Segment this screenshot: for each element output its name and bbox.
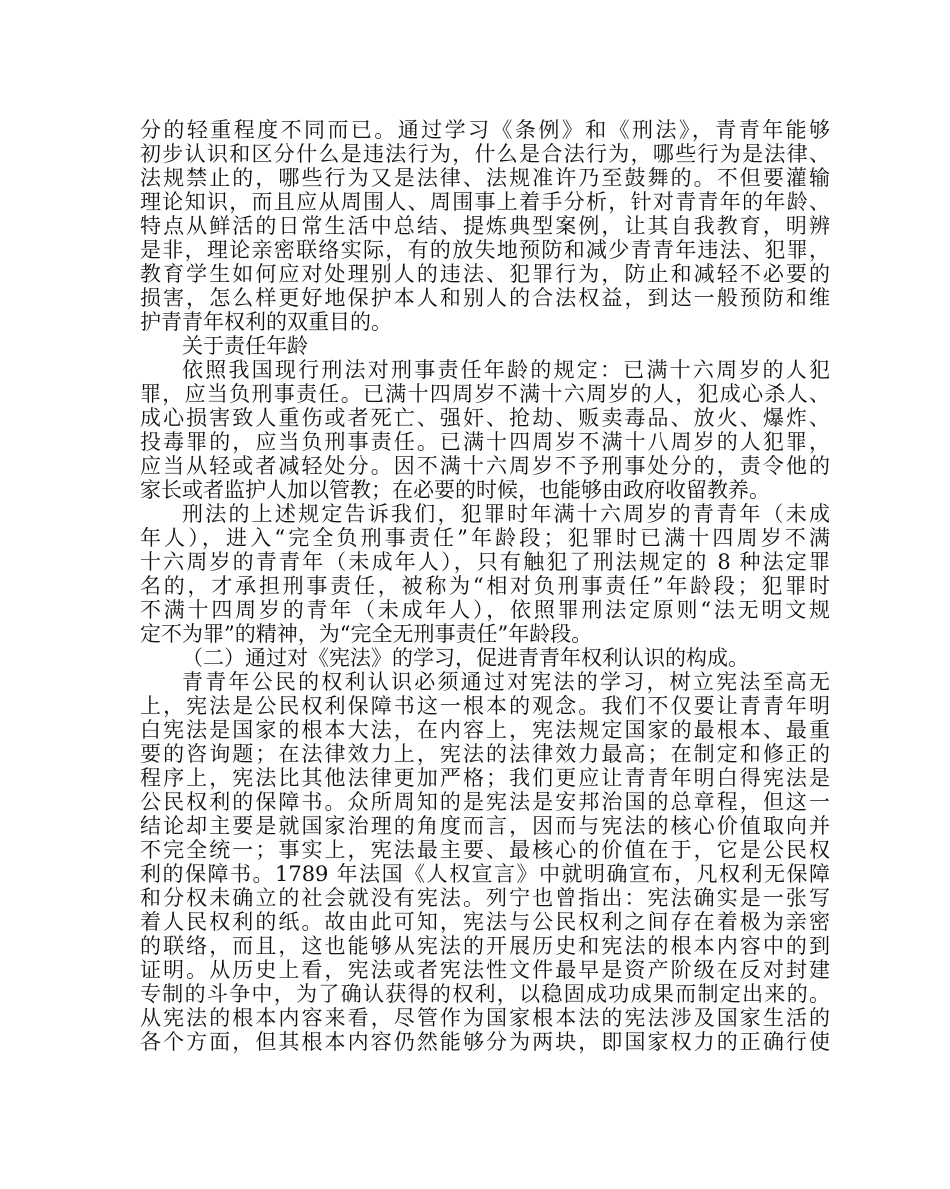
text-line: （二）通过对《宪法》的学习，促进青青年权利认识的构成。 xyxy=(182,646,749,670)
text-line: 和分权未确立的社会就没有宪法。列宁也曾指出：宪法确实是一张写 xyxy=(140,886,830,910)
text-line: 结论却主要是就国家治理的角度而言，因而与宪法的核心价值取向并 xyxy=(140,814,830,838)
text-line: 青青年公民的权利认识必须通过对宪法的学习，树立宪法至高无 xyxy=(182,670,830,694)
text-line: 利的保障书。1789 年法国《人权宣言》中就明确宣布，凡权利无保障 xyxy=(140,862,830,886)
text-line: 要的咨询题；在法律效力上，宪法的法律效力最高；在制定和修正的 xyxy=(140,742,830,766)
text-line: 初步认识和区分什么是违法行为，什么是合法行为，哪些行为是法律、 xyxy=(140,142,830,166)
text-line: 应当从轻或者减轻处分。因不满十六周岁不予刑事处分的，责令他的 xyxy=(140,454,830,478)
text-line: 罪，应当负刑事责任。已满十四周岁不满十六周岁的人，犯成心杀人、 xyxy=(140,382,830,406)
text-line: 依照我国现行刑法对刑事责任年龄的规定：已满十六周岁的人犯 xyxy=(182,358,830,382)
text-line: 是非，理论亲密联络实际，有的放失地预防和减少青青年违法、犯罪， xyxy=(140,238,830,262)
text-line: 不满十四周岁的青年（未成年人），依照罪刑法定原则“法无明文规 xyxy=(140,598,830,622)
text-line: 定不为罪”的精神，为“完全无刑事责任”年龄段。 xyxy=(140,622,593,646)
text-line: 专制的斗争中，为了确认获得的权利，以稳固成功成果而制定出来的。 xyxy=(140,982,830,1006)
text-line: 从宪法的根本内容来看，尽管作为国家根本法的宪法涉及国家生活的 xyxy=(140,1006,830,1030)
text-line: 法规禁止的，哪些行为又是法律、法规准许乃至鼓舞的。不但要灌输 xyxy=(140,166,830,190)
text-line: 理论知识，而且应从周围人、周围事上着手分析，针对青青年的年龄、 xyxy=(140,190,830,214)
text-line: 投毒罪的，应当负刑事责任。已满十四周岁不满十八周岁的人犯罪， xyxy=(140,430,830,454)
text-line: 名的，才承担刑事责任，被称为“相对负刑事责任”年龄段；犯罪时 xyxy=(140,574,830,598)
text-line: 证明。从历史上看，宪法或者宪法性文件最早是资产阶级在反对封建 xyxy=(140,958,830,982)
text-line: 十六周岁的青青年（未成年人），只有触犯了刑法规定的 8 种法定罪 xyxy=(140,550,830,574)
text-line: 各个方面，但其根本内容仍然能够分为两块，即国家权力的正确行使 xyxy=(140,1030,830,1054)
text-line: 教育学生如何应对处理别人的违法、犯罪行为，防止和减轻不必要的 xyxy=(140,262,830,286)
text-line: 公民权利的保障书。众所周知的是宪法是安邦治国的总章程，但这一 xyxy=(140,790,830,814)
text-line: 特点从鲜活的日常生活中总结、提炼典型案例，让其自我教育，明辨 xyxy=(140,214,830,238)
text-line: 损害，怎么样更好地保护本人和别人的合法权益，到达一般预防和维 xyxy=(140,286,830,310)
text-line: 家长或者监护人加以管教；在必要的时候，也能够由政府收留教养。 xyxy=(140,478,770,502)
document-page xyxy=(140,118,830,1054)
text-line: 不完全统一；事实上，宪法最主要、最核心的价值在于，它是公民权 xyxy=(140,838,830,862)
text-line: 成心损害致人重伤或者死亡、强奸、抢劫、贩卖毒品、放火、爆炸、 xyxy=(140,406,830,430)
text-line: 护青青年权利的双重目的。 xyxy=(140,310,392,334)
text-line: 年人），进入“完全负刑事责任”年龄段；犯罪时已满十四周岁不满 xyxy=(140,526,830,550)
text-line: 刑法的上述规定告诉我们，犯罪时年满十六周岁的青青年（未成 xyxy=(182,502,830,526)
text-line: 程序上，宪法比其他法律更加严格；我们更应让青青年明白得宪法是 xyxy=(140,766,830,790)
text-line: 的联络，而且，这也能够从宪法的开展历史和宪法的根本内容中的到 xyxy=(140,934,830,958)
text-line: 白宪法是国家的根本大法，在内容上，宪法规定国家的最根本、最重 xyxy=(140,718,830,742)
text-line: 着人民权利的纸。故由此可知，宪法与公民权利之间存在着极为亲密 xyxy=(140,910,830,934)
text-line: 分的轻重程度不同而已。通过学习《条例》和《刑法》，青青年能够 xyxy=(140,118,830,142)
text-line: 上，宪法是公民权利保障书这一根本的观念。我们不仅要让青青年明 xyxy=(140,694,830,718)
text-line: 关于责任年龄 xyxy=(182,334,308,358)
